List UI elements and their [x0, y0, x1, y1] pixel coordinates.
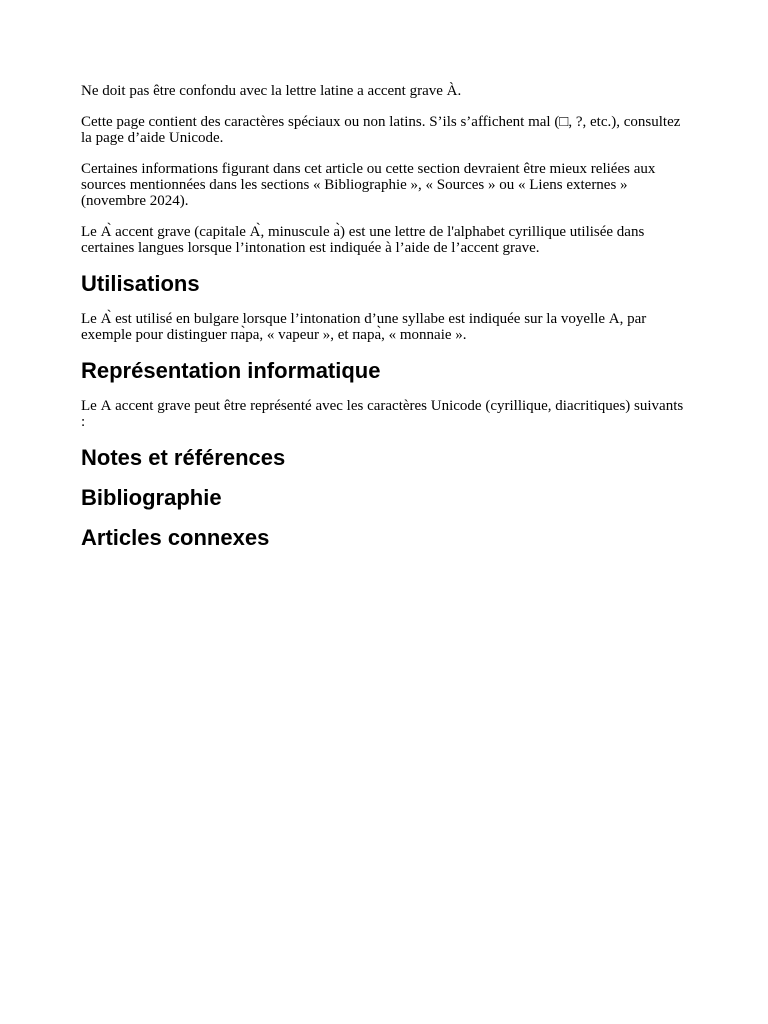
article-body: [81, 80, 687, 565]
section-utilisations: [81, 271, 687, 343]
section-heading-representation: Représentation informatique: [81, 358, 381, 383]
sources-notice: Certaines informations figurant dans cet article ou cette section devraient être mieux reliées aux sources mentionnées dans les sections « Bibliographie », « Sources » ou « Liens externes » (novembre 2024).: [81, 161, 656, 209]
section-heading-articles-connexes: Articles connexes: [81, 525, 270, 550]
lead-paragraph: Le А̀ accent grave (capitale А̀, minuscule а̀) est une lettre de l'alphabet cyrillique utilisée dans certaines langues lorsque l’intonation est indiquée à l’aide de l’accent grave.: [81, 224, 645, 256]
section-bibliographie: [81, 485, 687, 511]
section-heading-utilisations: Utilisations: [81, 271, 200, 296]
utilisations-paragraph: Le А̀ est utilisé en bulgare lorsque l’intonation d’une syllabe est indiquée sur la voyelle А, par exemple pour distinguer па̀ра, « vapeur », et пара̀, « monnaie ».: [81, 311, 647, 343]
section-heading-bibliographie: Bibliographie: [81, 485, 222, 510]
section-heading-notes: Notes et références: [81, 445, 286, 470]
section-notes: [81, 445, 687, 471]
section-articles-connexes: [81, 525, 687, 551]
hatnote: Ne doit pas être confondu avec la lettre latine a accent grave À.: [81, 83, 462, 99]
special-characters-notice: Cette page contient des caractères spéciaux ou non latins. S’ils s’affichent mal (□, ?, etc.), consultez la page d’aide Unicode.: [81, 114, 681, 146]
section-representation: [81, 358, 687, 430]
representation-paragraph: Le А accent grave peut être représenté avec les caractères Unicode (cyrillique, diacritiques) suivants :: [81, 398, 684, 430]
